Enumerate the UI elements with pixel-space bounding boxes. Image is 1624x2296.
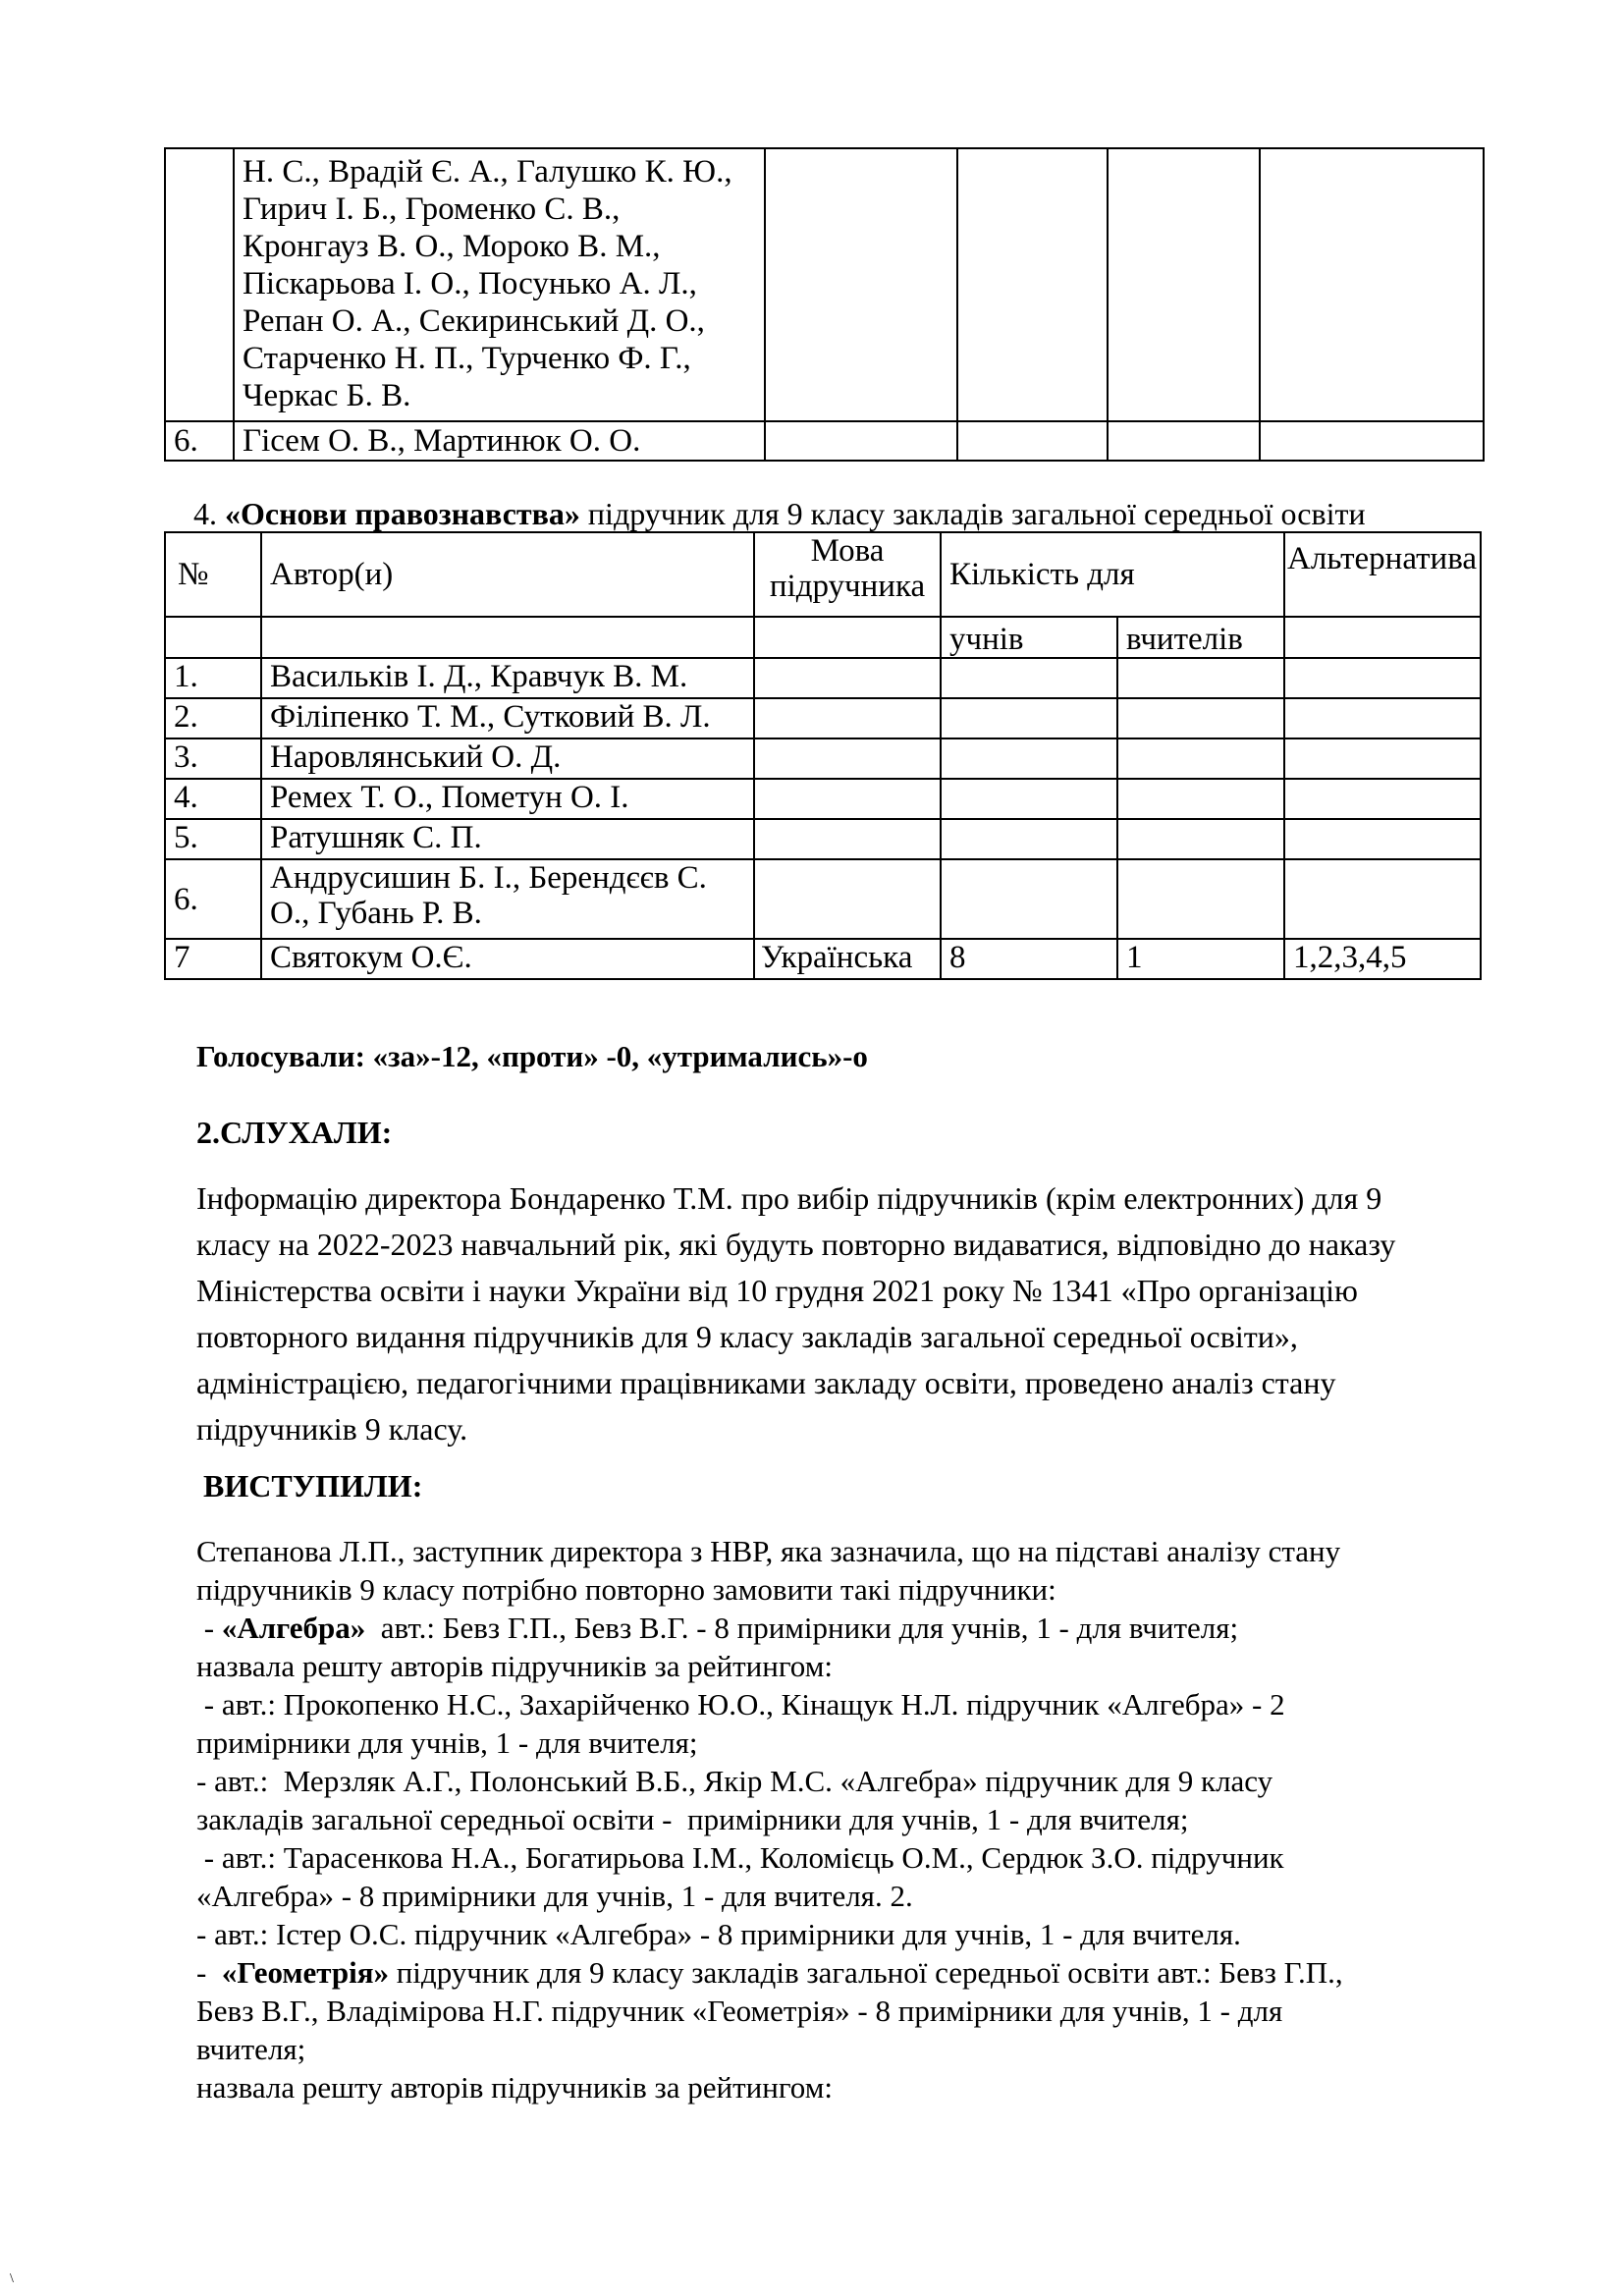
text-line-geometry: - «Геометрія» підручник для 9 класу закладів загальної середньої освіти авт.: Бевз Г.П., [196,1955,1343,1990]
geometry-line-rest: підручник для 9 класу закладів загальної середньої освіти авт.: Бевз Г.П., [388,1955,1343,1990]
section-number: 4. [193,496,225,531]
authors-cell: Гісем О. В., Мартинюк О. О. [234,421,765,461]
header-language-line: Мова [810,533,885,569]
students-cell [957,148,1108,421]
language-cell: Українська [754,939,941,979]
row-number-cell [165,148,234,421]
row-number-cell: 6. [165,421,234,461]
header-number: № [165,532,261,617]
authors-cell: Філіпенко Т. М., Сутковий В. Л. [261,698,754,738]
text-line: «Алгебра» - 8 примірники для учнів, 1 - для вчителя. 2. [196,1879,913,1913]
teachers-cell [1117,779,1284,819]
teachers-cell [1117,658,1284,698]
teachers-cell [1117,859,1284,939]
students-cell [957,421,1108,461]
header-language-line: підручника [769,569,926,604]
text-line: Степанова Л.П., заступник директора з НВР, яка зазначила, що на підставі аналізу стану [196,1534,1341,1568]
language-cell [754,698,941,738]
students-cell [941,658,1117,698]
alternative-cell [1284,658,1481,698]
header-count: Кількість для [941,532,1284,617]
text-line: вчителя; [196,2032,306,2066]
language-cell [754,779,941,819]
alternative-cell [1284,698,1481,738]
table-row [165,421,1484,461]
table-header-row [165,532,1481,617]
subject-name: «Основи правознавства» [225,496,580,531]
authors-cell: Наровлянський О. Д. [261,738,754,779]
language-cell [754,738,941,779]
row-number-cell: 2. [165,698,261,738]
authors-cell [234,148,765,421]
row-number-cell: 4. [165,779,261,819]
text-line: - авт.: Тарасенкова Н.А., Богатирьова І.М., Коломієць О.М., Сердюк З.О. підручник [196,1840,1284,1875]
row-number-cell: 1. [165,658,261,698]
scan-mark: \ [10,2271,14,2286]
teachers-cell [1117,819,1284,859]
heard-paragraph: Інформацію директора Бондаренко Т.М. про вибір підручників (крім електронних) для 9 класу на 2022-2023 навчальний рік, які будуть повторно видаватися, відповідно до наказу Міністерства освіти і науки України від 10 грудня 2021 року № 1341 «Про організацію повторного видання підручників для 9 класу закладів загальної середньої освіти», адміністрацією, педагогічними працівниками закладу освіти, проведено аналіз стану підручників 9 класу. [196,1180,1396,1447]
teachers-cell: 1 [1117,939,1284,979]
section-title-rest: підручник для 9 класу закладів загальної середньої освіти [579,496,1366,531]
algebra-line-rest: авт.: Бевз Г.П., Бевз В.Г. - 8 примірники для учнів, 1 - для вчителя; [365,1611,1239,1645]
text-line-algebra: - «Алгебра» авт.: Бевз Г.П., Бевз В.Г. - 8 примірники для учнів, 1 - для вчителя; [196,1611,1239,1645]
authors-line: Піскарьова І. О., Посунько А. Л., [243,266,697,301]
alternative-cell [1284,779,1481,819]
textbook-table-continuation [164,147,1485,462]
header-language [754,532,941,617]
row-number-cell: 6. [165,859,261,939]
header-students: учнів [941,617,1117,658]
authors-line: Старченко Н. П., Турченко Ф. Г., [243,341,691,376]
section-title [193,496,1366,532]
vote-result: Голосували: «за»-12, «проти» -0, «утримались»-о [196,1039,868,1073]
empty-cell [754,617,941,658]
students-cell [941,819,1117,859]
table-row [165,939,1481,979]
authors-cell: Ремех Т. О., Пометун О. І. [261,779,754,819]
authors-line: Н. С., Врадій Є. А., Галушко К. Ю., [243,154,732,190]
alternative-cell: 1,2,3,4,5 [1284,939,1481,979]
language-cell [754,859,941,939]
teachers-cell [1108,421,1260,461]
authors-line: Андрусишин Б. І., Берендєєв С. [270,860,707,896]
row-number-cell: 7 [165,939,261,979]
table-subheader-row [165,617,1481,658]
authors-line: Кронгауз В. О., Мороко В. М., [243,229,661,264]
table-row [165,698,1481,738]
empty-cell [165,617,261,658]
alternative-cell [1260,421,1484,461]
language-cell [765,421,957,461]
students-cell [941,698,1117,738]
text-line: назвала решту авторів підручників за рейтингом: [196,1649,833,1683]
authors-cell: Святокум О.Є. [261,939,754,979]
teachers-cell [1117,698,1284,738]
text-line: - авт.: Прокопенко Н.С., Захарійченко Ю.О., Кінащук Н.Л. підручник «Алгебра» - 2 [196,1687,1285,1722]
text-line: примірники для учнів, 1 - для вчителя; [196,1725,698,1760]
authors-cell [261,859,754,939]
language-cell [765,148,957,421]
students-cell [941,859,1117,939]
alternative-cell [1284,738,1481,779]
students-cell: 8 [941,939,1117,979]
text-line: Бевз В.Г., Владімірова Н.Г. підручник «Геометрія» - 8 примірники для учнів, 1 - для [196,1994,1283,2028]
authors-line: Черкас Б. В. [243,378,411,413]
table-row [165,779,1481,819]
spoke-body [196,1532,1473,2106]
heard-heading: 2.СЛУХАЛИ: [196,1115,393,1150]
authors-cell: Васильків І. Д., Кравчук В. М. [261,658,754,698]
text-line: назвала решту авторів підручників за рейтингом: [196,2070,833,2105]
students-cell [941,738,1117,779]
header-alternative: Альтернатива [1284,532,1481,617]
text-line: закладів загальної середньої освіти - примірники для учнів, 1 - для вчителя; [196,1802,1189,1836]
alternative-cell [1260,148,1484,421]
authors-line: Репан О. А., Секиринський Д. О., [243,303,705,339]
language-cell [754,658,941,698]
table-row [165,738,1481,779]
row-number-cell: 3. [165,738,261,779]
header-teachers: вчителів [1117,617,1284,658]
spoke-heading: ВИСТУПИЛИ: [203,1468,423,1503]
authors-line: Гирич І. Б., Громенко С. В., [243,191,621,227]
authors-line: О., Губань Р. В. [270,896,482,931]
teachers-cell [1117,738,1284,779]
header-authors: Автор(и) [261,532,754,617]
table-row [165,658,1481,698]
authors-cell: Ратушняк С. П. [261,819,754,859]
table-row [165,859,1481,939]
students-cell [941,779,1117,819]
alternative-cell [1284,859,1481,939]
text-line: підручників 9 класу потрібно повторно замовити такі підручники: [196,1572,1056,1607]
table-row [165,819,1481,859]
empty-cell [1284,617,1481,658]
empty-cell [261,617,754,658]
alternative-cell [1284,819,1481,859]
language-cell [754,819,941,859]
table-row [165,148,1484,421]
teachers-cell [1108,148,1260,421]
text-line: - авт.: Істер О.С. підручник «Алгебра» - 8 примірники для учнів, 1 - для вчителя. [196,1917,1241,1951]
textbook-table [164,531,1482,980]
row-number-cell: 5. [165,819,261,859]
text-line: - авт.: Мерзляк А.Г., Полонський В.Б., Якір М.С. «Алгебра» підручник для 9 класу [196,1764,1273,1798]
